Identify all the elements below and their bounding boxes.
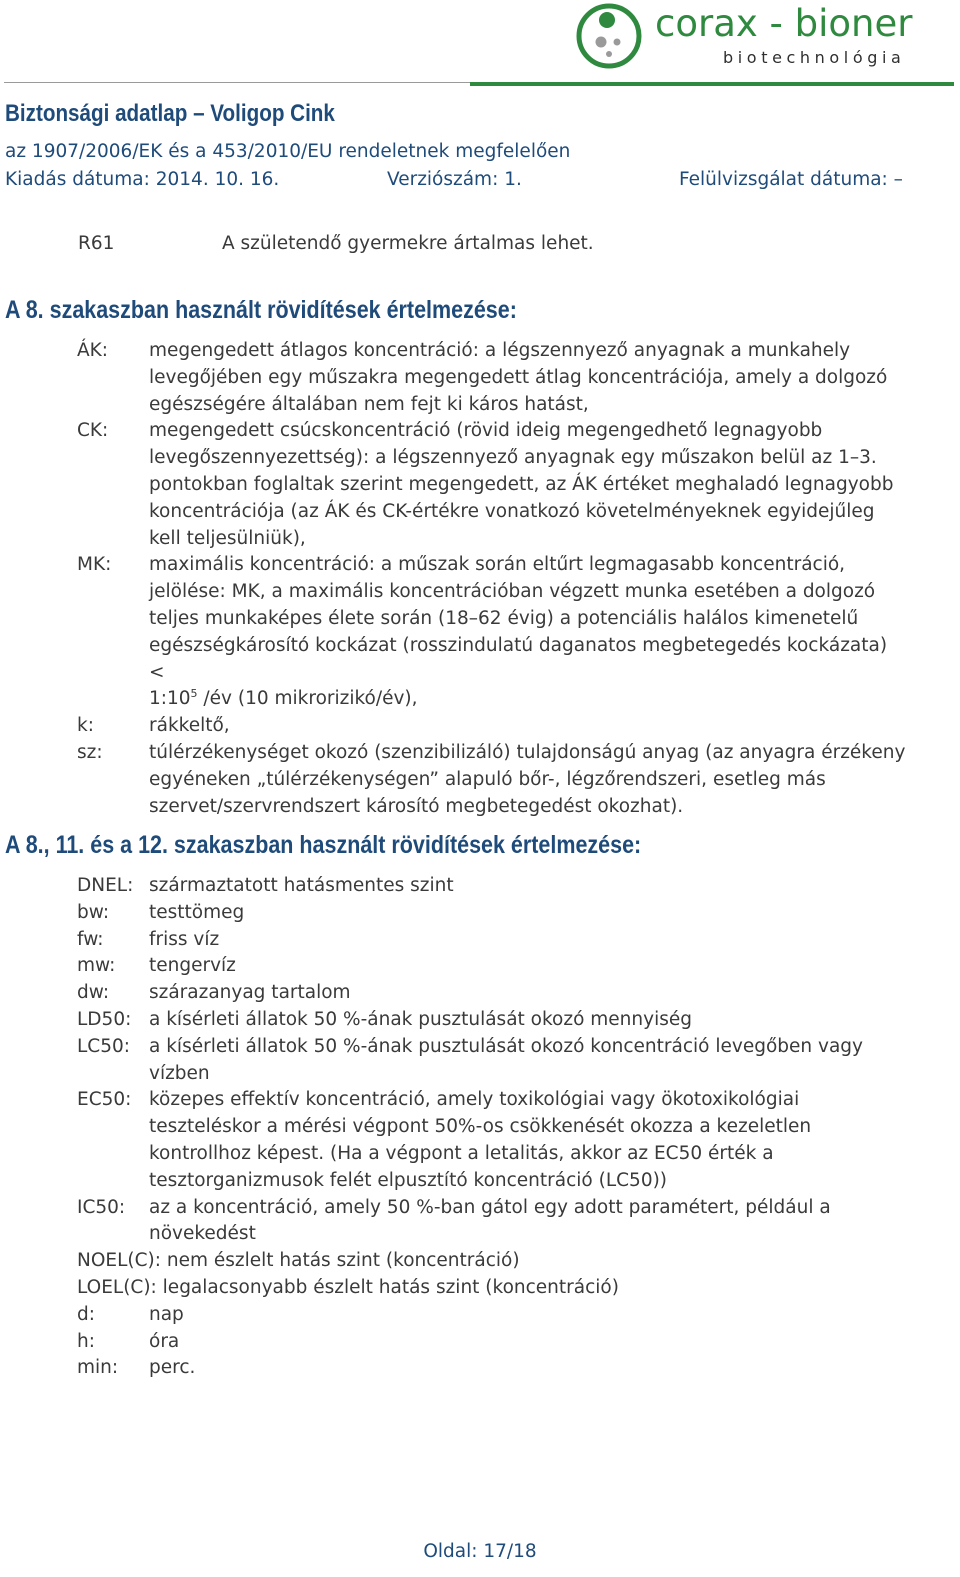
revision-date: Felülvizsgálat dátuma: – [679, 169, 903, 190]
logo-subtitle: biotechnológia [723, 48, 906, 67]
definition-row [77, 1195, 907, 1249]
logo-name: corax - bioner [655, 2, 913, 45]
definition-row [77, 1355, 907, 1382]
definition-row [77, 1087, 907, 1194]
regulation-line: az 1907/2006/EK és a 453/2010/EU rendeletnek megfelelően [5, 141, 571, 162]
definition-text: tengervíz [149, 955, 236, 977]
definition-term: fw: [77, 928, 104, 950]
definition-row [77, 552, 907, 713]
page-number: Oldal: 17/18 [423, 1541, 537, 1562]
definition-row [77, 900, 907, 927]
definition-text-block [149, 552, 907, 713]
definition-term: h: [77, 1330, 95, 1352]
section-8-11-12-title: A 8., 11. és a 12. szakaszban használt rövidítések értelmezése: [5, 831, 642, 859]
document-title: Biztonsági adatlap – Voligop Cink [5, 100, 335, 127]
cell-circle-icon [575, 2, 643, 70]
definition-term: min: [77, 1357, 119, 1379]
definition-text: perc. [149, 1357, 196, 1379]
definition-term: MK: [77, 554, 112, 576]
definition-term: EC50: [77, 1089, 132, 1111]
definition-term: d: [77, 1303, 95, 1325]
definition-row [77, 1248, 907, 1275]
definition-term: LC50: [77, 1035, 130, 1057]
definition-term: sz: [77, 741, 103, 763]
issue-date: Kiadás dátuma: 2014. 10. 16. [5, 169, 280, 190]
definition-term: LD50: [77, 1008, 132, 1030]
definition-row [77, 1329, 907, 1356]
definition-text: a kísérleti állatok 50 %-ának pusztulását okozó mennyiség [149, 1008, 692, 1030]
definition-row [77, 1302, 907, 1329]
definition-text-tail: 1:10 [149, 688, 191, 710]
header-rule [4, 82, 472, 83]
definition-text: a kísérleti állatok 50 %-ának pusztulását okozó koncentráció levegőben vagy vízben [149, 1035, 863, 1084]
definition-row [77, 873, 907, 900]
definition-row [77, 740, 907, 820]
definition-text: nap [149, 1303, 184, 1325]
section-8-definitions [77, 338, 907, 820]
definition-text: túlérzékenységet okozó (szenzibilizáló) tulajdonságú anyag (az anyagra érzékeny egyéneken „túlérzékenységen” alapuló bőr-, légzőrendszeri, esetleg más szervet/szervrendszert károsító megbetegedést okozhat). [149, 741, 906, 817]
definition-text: közepes effektív koncentráció, amely toxikológiai vagy ökotoxikológiai teszteléskor a mérési végpont 50%-os csökkenését okozza a kezeletlen kontrollhoz képest. (Ha a végpont a letalitás, akkor az EC50 érték a tesztorganizmusok felét elpusztító koncentráció (LC50)) [149, 1089, 812, 1191]
company-logo [575, 2, 913, 70]
definition-text: származtatott hatásmentes szint [149, 875, 454, 896]
definition-row [77, 953, 907, 980]
definition-term: k: [77, 715, 94, 737]
definition-text: az a koncentráció, amely 50 %-ban gátol egy adott paramétert, például a növekedést [149, 1196, 831, 1245]
section-8-11-12-definitions [77, 873, 907, 1382]
definition-text: szárazanyag tartalom [149, 982, 351, 1004]
definition-term: dw: [77, 982, 110, 1004]
definition-text: óra [149, 1330, 180, 1352]
definition-text: maximális koncentráció: a műszak során eltűrt legmagasabb koncentráció, jelölése: MK, a maximális koncentrációban végzett munka esetében a dolgozó teljes munkaképes élete során (18–62 évig) a potenciális halálos kimenetelű egészségkárosító kockázat (rosszindulatú daganatos megbetegedés kockázata) < [149, 554, 888, 683]
risk-phrase-text: A születendő gyermekre ártalmas lehet. [222, 233, 594, 254]
definition-text: friss víz [149, 928, 220, 950]
definition-term: ÁK: [77, 340, 109, 361]
definition-row [77, 1034, 907, 1088]
definition-term: IC50: [77, 1196, 126, 1218]
definition-superscript: 5 [190, 687, 198, 701]
definition-text: rákkeltő, [149, 715, 230, 737]
definition-row [77, 713, 907, 740]
definition-term: DNEL: [77, 875, 134, 896]
version-number: Verziószám: 1. [387, 169, 522, 190]
definition-inline-text: NOEL(C): nem észlelt hatás szint (koncentráció) [77, 1250, 520, 1272]
section-8-title: A 8. szakaszban használt rövidítések értelmezése: [5, 296, 517, 324]
definition-text: megengedett csúcskoncentráció (rövid ideig megengedhető legnagyobb levegőszennyezettség): a légszennyező anyagnak egy műszakon belül az 1–3. pontokban foglaltak szerint megengedett, az ÁK értéket meghaladó legnagyobb koncentrációja (az ÁK és CK-értékre vonatkozó követelményeknek egyidejűleg kell teljesülniük), [149, 420, 894, 549]
risk-phrase-code: R61 [78, 233, 115, 254]
definition-term: mw: [77, 955, 116, 977]
definition-term: bw: [77, 901, 110, 923]
definition-text: megengedett átlagos koncentráció: a légszennyező anyagnak a munkahely levegőjében egy műszakra megengedett átlag koncentrációja, amely a dolgozó egészségére általában nem fejt ki káros hatást, [149, 340, 888, 415]
definition-row [77, 927, 907, 954]
definition-row [77, 980, 907, 1007]
definition-row [77, 418, 907, 552]
definition-text-tail-end: /év (10 mikrorizikó/év), [197, 688, 418, 710]
definition-row [77, 1007, 907, 1034]
definition-text: testtömeg [149, 901, 245, 923]
definition-row [77, 1275, 907, 1302]
definition-term: CK: [77, 420, 109, 442]
header-accent-rule [470, 82, 954, 86]
definition-row [77, 338, 907, 418]
definition-inline-text: LOEL(C): legalacsonyabb észlelt hatás szint (koncentráció) [77, 1276, 619, 1298]
